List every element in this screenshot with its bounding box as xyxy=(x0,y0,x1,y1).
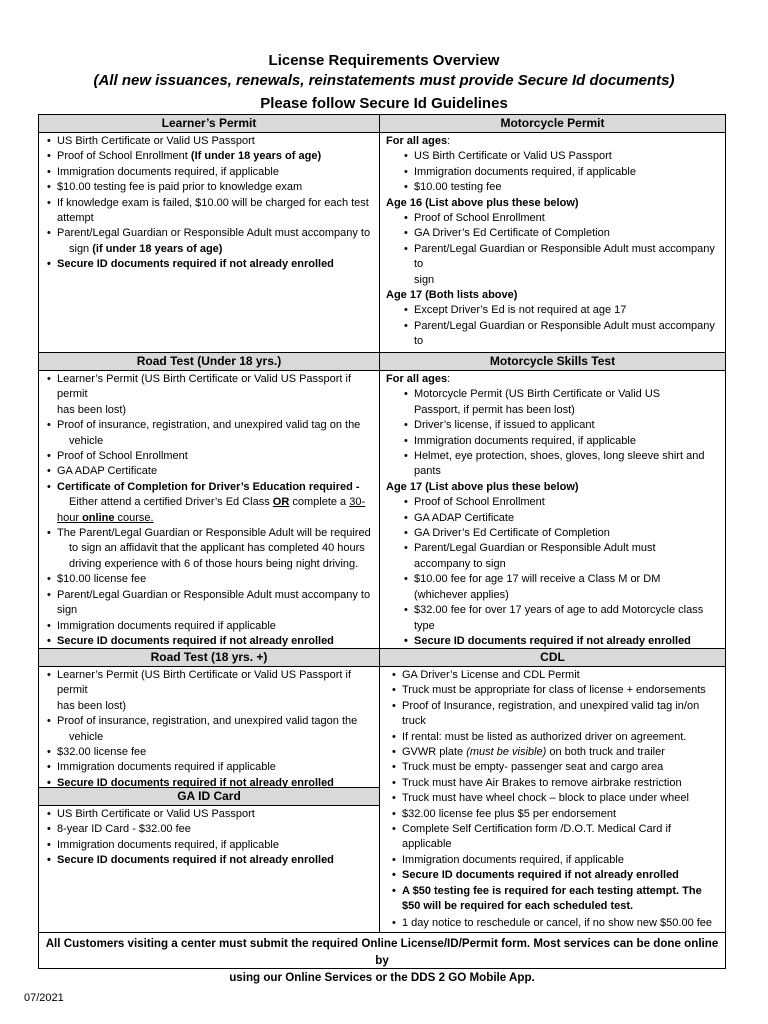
list-item: • Secure ID documents required if not already enrolled xyxy=(390,868,721,883)
list-item: • GVWR plate (must be visible) on both truck and trailer xyxy=(390,745,721,760)
list-item: • Helmet, eye protection, shoes, gloves, long sleeve shirt and pants xyxy=(402,449,721,480)
page-subtitle: (All new issuances, renewals, reinstatements must provide Secure Id documents) xyxy=(93,72,675,89)
motorcycle-skills-list-all xyxy=(386,387,721,479)
motorcycle-skills-section xyxy=(380,353,725,648)
road-test-under18-section xyxy=(39,353,379,648)
motorcycle-skills-list-17 xyxy=(386,495,721,648)
road-test-under18-list xyxy=(45,372,375,648)
footer-notice xyxy=(39,932,725,984)
footer-line: All Customers visiting a center must submit the required Online License/ID/Permit form. Most services can be done online by xyxy=(45,937,719,967)
list-item: • Immigration documents required, if applicable xyxy=(402,434,721,449)
list-item: • Motorcycle Permit (US Birth Certificate or Valid US Passport, if permit has been lost) xyxy=(402,387,721,418)
list-item: • Proof of insurance, registration, and unexpired valid tag on the vehicle xyxy=(45,418,375,449)
list-item: • US Birth Certificate or Valid US Passport xyxy=(45,807,375,822)
list-item: • Secure ID documents required if not already enrolled xyxy=(45,634,375,648)
list-item: • If knowledge exam is failed, $10.00 will be charged for each test attempt xyxy=(45,196,375,227)
list-item: • $10.00 fee for age 17 will receive a Class M or DM (whichever applies) xyxy=(402,572,721,603)
list-item: • Proof of School Enrollment xyxy=(402,495,721,510)
list-item: • US Birth Certificate or Valid US Passport xyxy=(402,149,721,164)
revision-date: 07/2021 xyxy=(24,992,64,1004)
list-item: • Immigration documents required if applicable xyxy=(45,619,375,634)
motorcycle-permit-list-all xyxy=(386,149,721,195)
list-item: • GA Driver’s Ed Certificate of Completion xyxy=(402,526,721,541)
list-item: • Immigration documents required if applicable xyxy=(45,760,375,775)
learners-permit-header: Learner’s Permit xyxy=(39,115,379,133)
list-item: • Secure ID documents required if not already enrolled xyxy=(45,257,375,272)
list-item: • $32.00 license fee xyxy=(45,745,375,760)
list-item: • Secure ID documents required if not already enrolled xyxy=(45,853,375,868)
list-item: • Proof of Insurance, registration, and unexpired valid tag in/on truck xyxy=(390,699,721,730)
list-item: • Proof of School Enrollment xyxy=(45,449,375,464)
motorcycle-permit-section xyxy=(380,115,725,352)
list-item: • GA ADAP Certificate xyxy=(402,511,721,526)
list-item: • Certificate of Completion for Driver’s Education required - Either attend a certified Driver’s Ed Class OR complete a 30- hour online course. xyxy=(45,480,375,526)
list-item: • Immigration documents required, if applicable xyxy=(402,165,721,180)
list-item: • Immigration documents required, if applicable xyxy=(390,853,721,868)
list-item: • If rental: must be listed as authorized driver on agreement. xyxy=(390,730,721,745)
learners-permit-list xyxy=(45,134,375,273)
group-label: For all ages: xyxy=(386,135,451,147)
motorcycle-permit-list-16 xyxy=(386,211,721,288)
ga-id-card-list xyxy=(45,807,375,869)
list-item: • Parent/Legal Guardian or Responsible Adult must accompany to xyxy=(402,319,721,352)
list-item: • Driver’s license, if issued to applicant xyxy=(402,418,721,433)
guideline-heading: Please follow Secure Id Guidelines xyxy=(260,95,508,112)
list-item: • GA ADAP Certificate xyxy=(45,464,375,479)
list-item: • Immigration documents required, if applicable xyxy=(45,838,375,853)
footer-line: using our Online Services or the DDS 2 GO Mobile App. xyxy=(229,971,535,984)
list-item: • Parent/Legal Guardian or Responsible Adult must accompany to sign xyxy=(402,242,721,288)
road-test-18plus-section xyxy=(39,649,379,787)
list-item: • GA Driver’s Ed Certificate of Completion xyxy=(402,226,721,241)
list-item: • Proof of insurance, registration, and unexpired valid tagon the vehicle xyxy=(45,714,375,745)
group-label: For all ages: xyxy=(386,373,451,385)
list-item: • Truck must have wheel chock – block to place under wheel xyxy=(390,791,721,806)
list-item: • Immigration documents required, if applicable xyxy=(45,165,375,180)
list-item: • Secure ID documents required if not already enrolled xyxy=(402,634,721,648)
list-item: • Truck must be empty- passenger seat and cargo area xyxy=(390,760,721,775)
motorcycle-permit-list-17 xyxy=(386,303,721,352)
list-item: • Parent/Legal Guardian or Responsible Adult must accompany to sign xyxy=(45,588,375,619)
road-test-under18-header: Road Test (Under 18 yrs.) xyxy=(39,353,379,371)
list-item: • $10.00 testing fee is paid prior to knowledge exam xyxy=(45,180,375,195)
list-item: • Parent/Legal Guardian or Responsible Adult must accompany to sign xyxy=(402,541,721,572)
list-item: • Proof of School Enrollment (If under 18 years of age) xyxy=(45,149,375,164)
motorcycle-permit-header: Motorcycle Permit xyxy=(380,115,725,133)
list-item: • Proof of School Enrollment xyxy=(402,211,721,226)
list-item: • Secure ID documents required if not already enrolled xyxy=(45,776,375,787)
road-test-18plus-list xyxy=(45,668,375,787)
list-item: • Parent/Legal Guardian or Responsible Adult must accompany to sign (if under 18 years of age) xyxy=(45,226,375,257)
list-item: • $10.00 license fee xyxy=(45,572,375,587)
list-item: • US Birth Certificate or Valid US Passport xyxy=(45,134,375,149)
list-item: • Truck must be appropriate for class of license + endorsements xyxy=(390,683,721,698)
list-item: • GA Driver’s License and CDL Permit xyxy=(390,668,721,683)
requirements-table xyxy=(38,114,726,984)
list-item: • 8-year ID Card - $32.00 fee xyxy=(45,822,375,837)
cdl-list xyxy=(390,668,721,932)
list-item: • 1 day notice to reschedule or cancel, if no show new $50.00 fee xyxy=(390,915,721,933)
group-label: Age 16 (List above plus these below) xyxy=(386,196,579,209)
ga-id-card-header: GA ID Card xyxy=(39,788,379,806)
list-item: • Learner’s Permit (US Birth Certificate or Valid US Passport if permit has been lost) xyxy=(45,668,375,714)
list-item: • Except Driver’s Ed is not required at age 17 xyxy=(402,303,721,318)
group-label: Age 17 (Both lists above) xyxy=(386,289,518,302)
list-item: • Complete Self Certification form /D.O.T. Medical Card if applicable xyxy=(390,822,721,853)
cdl-section xyxy=(380,649,725,932)
cdl-header: CDL xyxy=(380,649,725,667)
list-item: • $32.00 fee for over 17 years of age to add Motorcycle class type xyxy=(402,603,721,634)
page-title: License Requirements Overview xyxy=(268,52,500,69)
list-item: • Learner’s Permit (US Birth Certificate or Valid US Passport if permit has been lost) xyxy=(45,372,375,418)
list-item: • The Parent/Legal Guardian or Responsible Adult will be required to sign an affidavit that the applicant has completed 40 hours driving experience with 6 of those hours being night driving. xyxy=(45,526,375,572)
learners-permit-section xyxy=(39,115,379,352)
list-item: • $32.00 license fee plus $5 per endorsement xyxy=(390,807,721,822)
motorcycle-skills-header: Motorcycle Skills Test xyxy=(380,353,725,371)
list-item: • A $50 testing fee is required for each testing attempt. The $50 will be required for each scheduled test. xyxy=(390,884,721,915)
group-label: Age 17 (List above plus these below) xyxy=(386,480,579,493)
list-item: • $10.00 testing fee xyxy=(402,180,721,195)
road-test-18plus-header: Road Test (18 yrs. +) xyxy=(39,649,379,667)
ga-id-card-section xyxy=(39,788,379,932)
list-item: • Truck must have Air Brakes to remove airbrake restriction xyxy=(390,776,721,791)
